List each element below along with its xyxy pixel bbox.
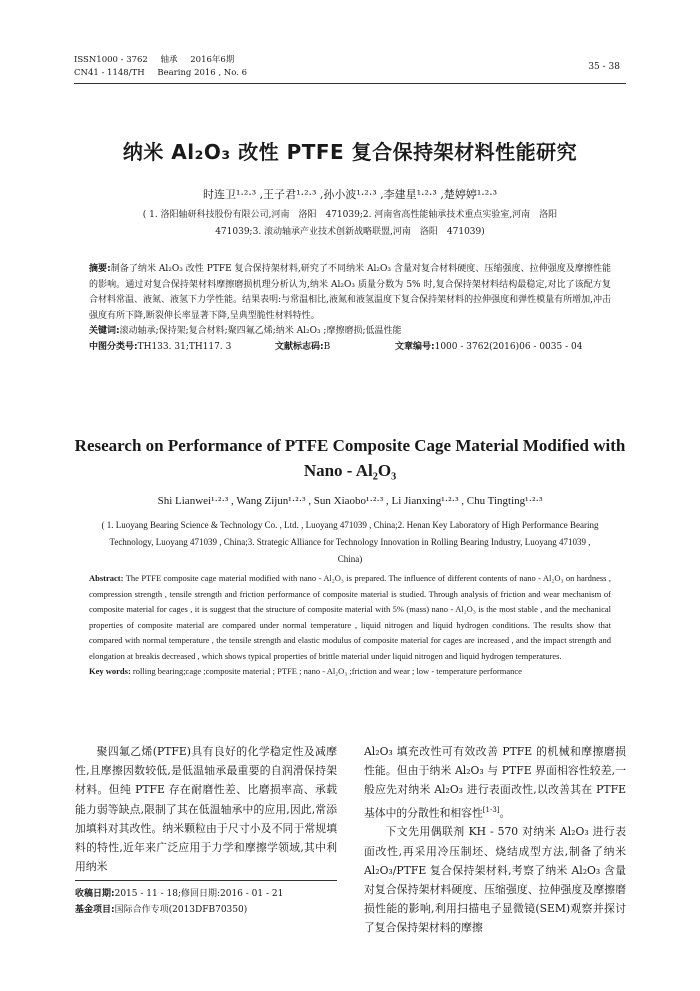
journal-name-cn: 轴承 [160,55,178,65]
abstract-cn-text: 制备了纳米 Al₂O₃ 改性 PTFE 复合保持架材料,研究了不同纳米 Al₂O₃ 含量对复合材料硬度、压缩强度、拉伸强度及摩擦性能的影响。通过对复合保持架材料摩擦磨损机理分析认为,纳米 Al₂O₃ 质量分数为 5% 时,复合保持架材料结构最稳定,对比了该配方复合材料常温、液氮、液氢下力学性能。结果表明:与常温相比,液氮和液氢温度下复合保持架材料的拉伸强度和弹性模量有所增加,冲击强度有所下降,断裂伸长率显著下降,呈典型脆性材料特性。 [89,264,611,321]
header-rule [74,83,626,84]
clc-value: TH133. 31;TH117. 3 [137,341,232,352]
authors-en: Shi Lianwei¹·²·³ , Wang Zijun¹·²·³ , Sun Xiaobo¹·²·³ , Li Jianxing¹·²·³ , Chu Tingting¹·²·³ [157,495,543,507]
body-paragraph [364,742,626,822]
body-text: Al₂O₃ 填充改性可有效改善 PTFE 的机械和摩擦磨损性能。但由于纳米 Al₂O₃ 与 PTFE 界面相容性较差,一般应先对纳米 Al₂O₃ 进行表面改性,以改善其在 PTFE 基体中的分散性和相容性 [364,745,626,820]
footnote [75,886,337,918]
citation: [1-3] [482,804,500,814]
keywords-cn-label: 关键词: [89,326,120,336]
title-en: Research on Performance of PTFE Composite Cage Material Modified with Nano - Al₂O₃ [74,436,626,480]
fund-value: 国际合作专项(2013DFB70350) [114,905,248,915]
cn-number: CN41 - 1148/TH [74,68,145,78]
affiliations-cn [100,207,600,241]
issn: ISSN1000 - 3762 [74,55,148,65]
body-column-left [75,742,337,876]
title-cn: 纳米 Al₂O₃ 改性 PTFE 复合保持架材料性能研究 [122,140,578,164]
journal-name-en: Bearing 2016 , No. 6 [157,68,248,78]
body-column-right [364,742,626,938]
received-label: 收稿日期: [75,889,115,899]
abstract-en-label: Abstract: [89,573,124,583]
classification-row [89,340,611,356]
fund-label: 基金项目: [75,905,115,915]
journal-header [74,54,257,80]
abstract-cn [89,262,611,324]
abstract-en-block [89,571,611,680]
clc-label: 中图分类号: [89,341,138,352]
affiliations-en: ( 1. Luoyang Bearing Science & Technology Co. , Ltd. , Luoyang 471039 , China;2. Henan Key Laboratory of High Performance Bearing Technology, Luoyang 471039 , China;3. Strategic Alliance for Technology Innovation in Rolling Bearing Industry, Luoyang 471039 , China) [101,520,599,564]
page-range: 35 - 38 [588,62,620,72]
keywords-en-label: Key words: [89,666,131,676]
footnote-rule [75,880,337,881]
body-paragraph: 聚四氟乙烯(PTFE)具有良好的化学稳定性及减摩性,且摩擦因数较低,是低温轴承最重要的自润滑保持架材料。但纯 PTFE 存在耐磨性差、比磨损率高、承载能力弱等缺点,限制了其在低温轴承中的应用,因此,常添加填料对其改性。纳米颗粒由于尺寸小及不同于常规填料的特性,近年来广泛应用于力学和摩擦学领域,其中利用纳米 [75,745,337,874]
keywords-cn [89,324,611,340]
affiliation-line: 471039;3. 滚动轴承产业技术创新战略联盟,河南 洛阳 471039) [215,227,485,237]
doc-code-value: B [323,341,331,352]
received-dates: 2015 - 11 - 18;修回日期:2016 - 01 - 21 [114,889,284,899]
authors-cn: 时连卫¹·²·³ ,王子君¹·²·³ ,孙小波¹·²·³ ,李建星¹·²·³ ,楚婷婷¹·²·³ [202,188,498,201]
keywords-en [89,664,611,680]
abstract-cn-block [89,262,611,355]
body-paragraph: 下文先用偶联剂 KH - 570 对纳米 Al₂O₃ 进行表面改性,再采用冷压制坯、烧结成型方法,制备了纳米 Al₂O₃/PTFE 复合保持架材料,考察了纳米 Al₂O₃ 含量对复合保持架材料硬度、压缩强度、拉伸强度及摩擦磨损性能的影响,利用扫描电子显微镜(SEM)观察并探讨了复合保持架材料的摩擦 [364,825,626,935]
keywords-cn-text: 滚动轴承;保持架;复合材料;聚四氟乙烯;纳米 Al₂O₃ ;摩擦磨损;低温性能 [119,326,402,336]
keywords-en-text: rolling bearing;cage ;composite material ; PTFE ; nano - Al₂O₃ ;friction and wear ; low - temperature performance [132,666,522,676]
abstract-en-text: The PTFE composite cage material modified with nano - Al₂O₃ is prepared. The influence of different contents of nano - Al₂O₃ on hardness , compression strength , tensile strength and friction performance of composite material is studied. Through analysis of friction and wear mechanism of composite material for cages , it is suggest that the structure of composite material with 5% (mass) nano - Al₂O₃ is the most stable , and the mechanical properties of composite material are compared under normal temperature , liquid nitrogen and liquid hydrogen conditions. The results show that compared with normal temperature , the tensile strength and elastic modulus of composite material for cages are increased , and the impact strength and elongation at breakis decreased , which shows typical properties of brittle material under liquid nitrogen and liquid hydrogen temperatures. [89,573,611,661]
affiliation-line: ( 1. 洛阳轴研科技股份有限公司,河南 洛阳 471039;2. 河南省高性能轴承技术重点实验室,河南 洛阳 [142,210,558,220]
doc-code-label: 文献标志码: [275,341,324,352]
article-no-label: 文章编号: [395,341,435,352]
journal-issue-cn: 2016年6期 [190,55,235,65]
body-text-end: 。 [499,806,511,820]
abstract-en [89,571,611,664]
article-no-value: 1000 - 3762(2016)06 - 0035 - 04 [434,341,583,352]
abstract-cn-label: 摘要: [89,264,111,274]
